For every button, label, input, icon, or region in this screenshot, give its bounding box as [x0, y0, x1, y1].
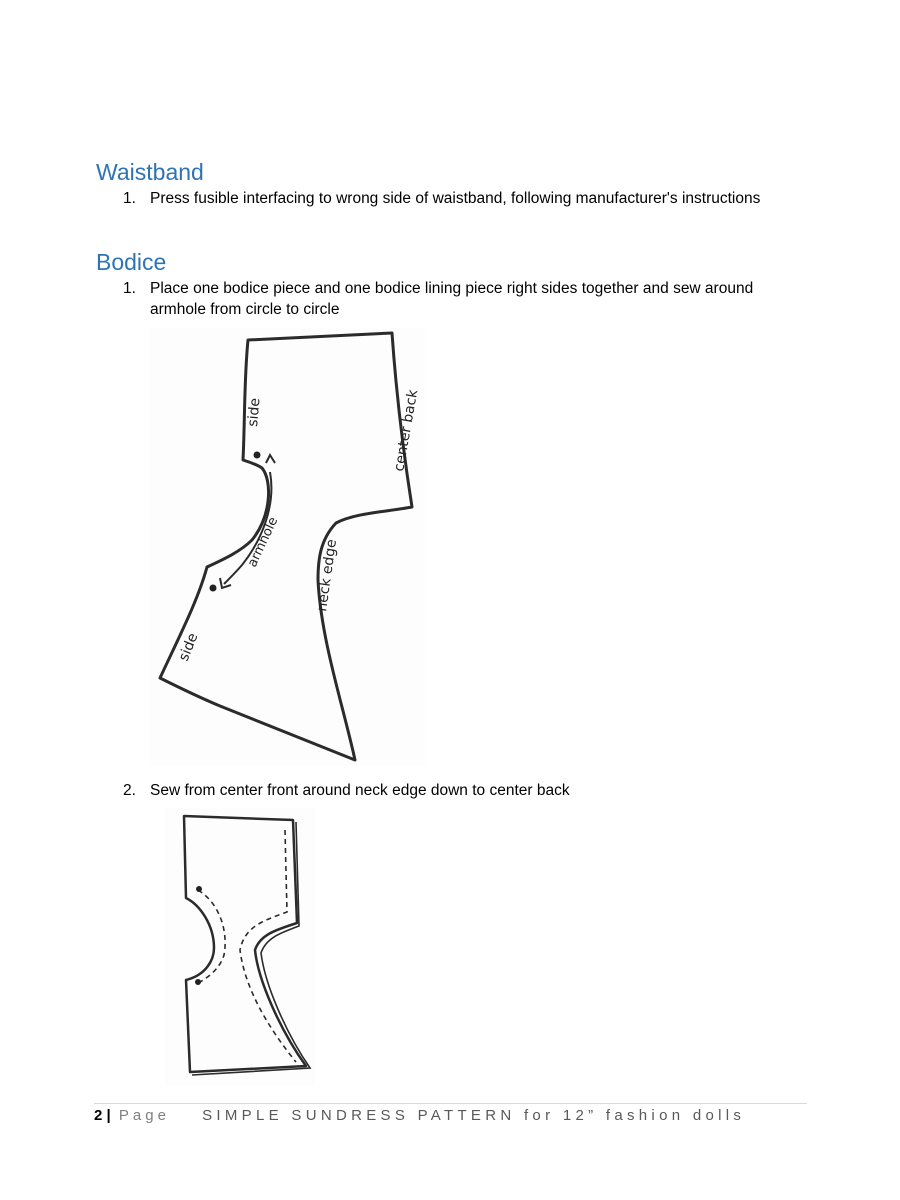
waistband-step-1	[123, 188, 813, 209]
armhole-top-circle	[196, 886, 202, 892]
armhole-top-circle	[254, 452, 261, 459]
step-text: Press fusible interfacing to wrong side of waistband, following manufacturer's instructions	[150, 190, 761, 207]
bodice-step-2	[123, 780, 813, 801]
step-text: Sew from center front around neck edge down to center back	[150, 782, 570, 799]
label-side-bottom: side	[175, 630, 202, 664]
armhole-bottom-circle	[195, 979, 201, 985]
step-number: 1.	[123, 190, 136, 207]
bodice-step-1	[123, 278, 813, 320]
label-side-top: side	[245, 397, 264, 428]
footer-separator: |	[106, 1107, 111, 1124]
bodice-sewn-illustration	[160, 805, 320, 1090]
bodice-heading: Bodice	[96, 249, 167, 275]
waistband-heading: Waistband	[96, 159, 204, 185]
page-footer	[94, 1103, 807, 1124]
document-title: SIMPLE SUNDRESS PATTERN for 12” fashion dolls	[202, 1107, 746, 1124]
label-center-back: center back	[391, 388, 422, 473]
label-armhole: armhole	[245, 514, 282, 570]
page-label: Page	[118, 1107, 170, 1124]
step-text: Place one bodice piece and one bodice lining piece right sides together and sew around armhole from circle to circle	[150, 280, 754, 318]
step-number: 1.	[123, 280, 136, 297]
bodice-pattern-illustration	[145, 325, 435, 770]
page-number: 2	[94, 1107, 103, 1124]
step-number: 2.	[123, 782, 136, 799]
illustration-background	[150, 328, 425, 766]
armhole-bottom-circle	[210, 585, 217, 592]
label-neck-edge: neck edge	[314, 538, 341, 613]
